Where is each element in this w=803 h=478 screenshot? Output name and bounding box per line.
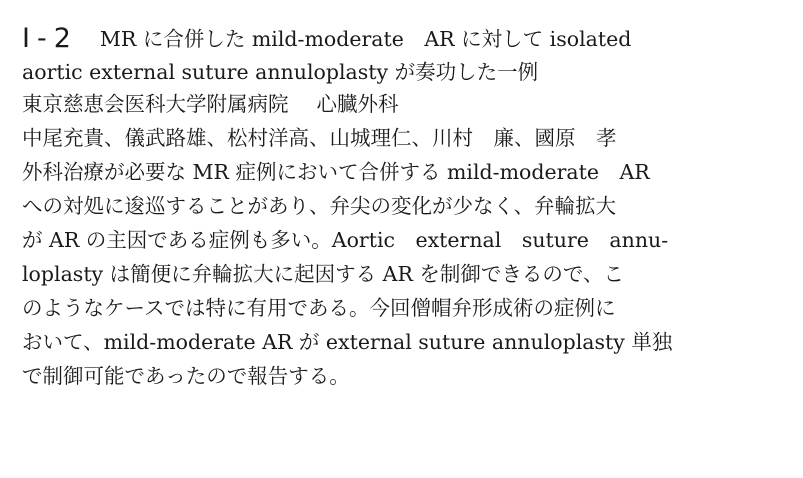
title-text: MR に合併した mild-moderate AR に対して isolated bbox=[99, 27, 632, 51]
session-code: Ⅰ-2 bbox=[22, 23, 78, 54]
abstract bbox=[22, 20, 762, 393]
abstract-body bbox=[22, 155, 762, 393]
affiliation bbox=[22, 87, 762, 121]
body-line: おいて、mild-moderate AR が external suture annuloplasty 単独 bbox=[22, 330, 673, 354]
body-line: loplasty は簡便に弁輪拡大に起因する AR を制御できるので、こ bbox=[22, 262, 625, 286]
body-line: が AR の主因である症例も多い。Aortic external suture annu- bbox=[22, 228, 669, 252]
institution: 東京慈恵会医科大学附属病院 bbox=[22, 92, 289, 116]
author-list: 中尾充貴、儀武路雄、松村洋高、山城理仁、川村 廉、國原 孝 bbox=[22, 126, 617, 150]
abstract-title bbox=[22, 20, 762, 91]
body-line: への対処に逡巡することがあり、弁尖の変化が少なく、弁輪拡大 bbox=[22, 194, 617, 218]
body-line: で制御可能であったので報告する。 bbox=[22, 364, 350, 388]
body-line: のようなケースでは特に有用である。今回僧帽弁形成術の症例に bbox=[22, 296, 616, 320]
title-line: aortic external suture annuloplasty が奏功した一例 bbox=[22, 60, 539, 84]
department: 心臓外科 bbox=[316, 92, 399, 116]
body-line: 外科治療が必要な MR 症例において合併する mild-moderate AR bbox=[22, 160, 650, 184]
